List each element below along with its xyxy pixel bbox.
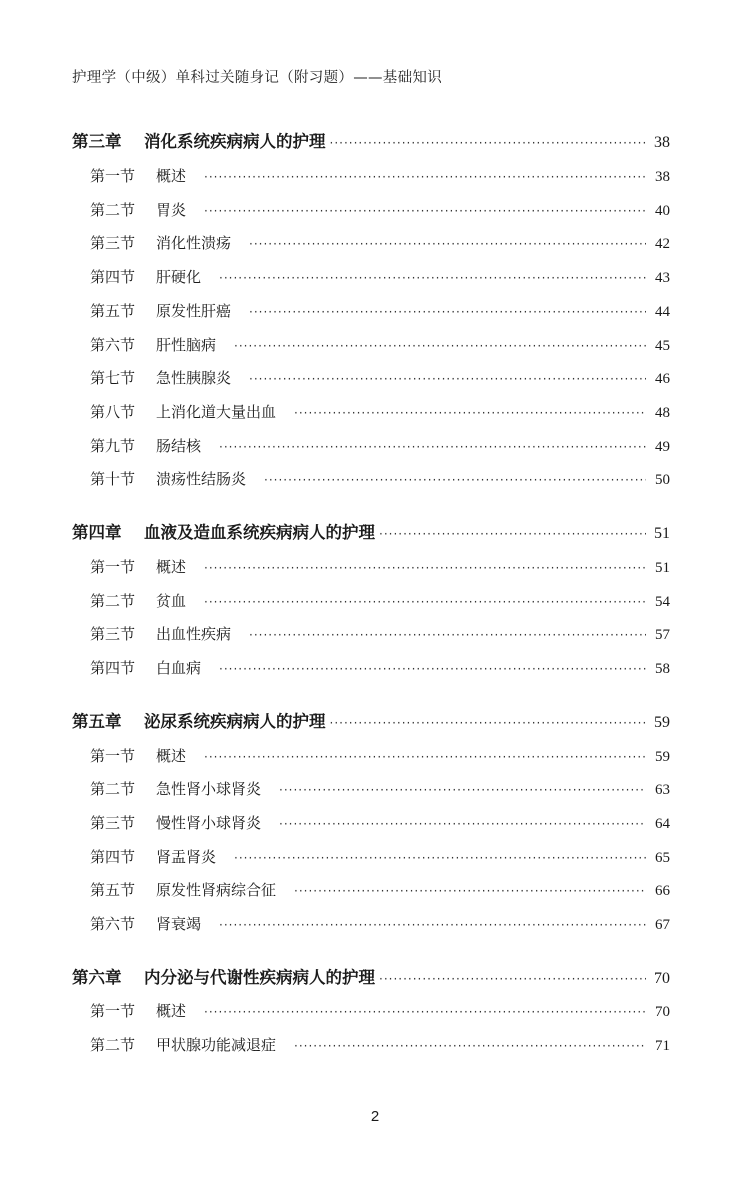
toc-section[interactable] — [72, 1034, 670, 1055]
section-page: 64 — [655, 816, 670, 832]
section-title: 上消化道大量出血 — [156, 403, 277, 421]
section-page: 44 — [655, 304, 670, 320]
section-number: 第三节 — [90, 625, 136, 643]
dot-leader — [249, 372, 646, 386]
dot-leader — [234, 851, 646, 865]
section-page: 51 — [655, 560, 670, 576]
chapter-page: 70 — [654, 970, 670, 987]
dot-leader — [249, 628, 646, 642]
section-number: 第一节 — [90, 558, 136, 576]
dot-leader — [219, 440, 646, 454]
section-number: 第七节 — [90, 369, 136, 387]
dot-leader — [294, 406, 646, 420]
section-title: 原发性肝癌 — [156, 302, 232, 320]
chapter-page: 59 — [654, 714, 670, 731]
dot-leader — [279, 817, 646, 831]
chapter-page: 51 — [654, 525, 670, 542]
section-page: 49 — [655, 439, 670, 455]
toc-section[interactable] — [72, 657, 670, 678]
section-title: 肠结核 — [156, 437, 202, 455]
toc-chapter-3[interactable] — [72, 128, 670, 152]
section-number: 第六节 — [90, 336, 136, 354]
toc-section[interactable] — [72, 266, 670, 287]
toc-section[interactable] — [72, 232, 670, 253]
section-page: 45 — [655, 338, 670, 354]
running-header: 护理学（中级）单科过关随身记（附习题）——基础知识 — [72, 70, 442, 86]
toc-section[interactable] — [72, 556, 670, 577]
section-title: 慢性肾小球肾炎 — [156, 814, 262, 832]
section-page: 54 — [655, 594, 670, 610]
toc-section[interactable] — [72, 300, 670, 321]
dot-leader — [330, 716, 647, 730]
section-number: 第一节 — [90, 167, 136, 185]
toc-chapter-6[interactable] — [72, 964, 670, 988]
section-number: 第四节 — [90, 848, 136, 866]
section-number: 第三节 — [90, 814, 136, 832]
section-title: 概述 — [156, 558, 187, 576]
section-page: 42 — [655, 236, 670, 252]
section-page: 57 — [655, 627, 670, 643]
section-title: 肝硬化 — [156, 268, 202, 286]
dot-leader — [204, 595, 646, 609]
toc-section[interactable] — [72, 367, 670, 388]
toc-section[interactable] — [72, 745, 670, 766]
section-title: 肝性脑病 — [156, 336, 217, 354]
section-number: 第一节 — [90, 1002, 136, 1020]
toc-section[interactable] — [72, 913, 670, 934]
section-page: 66 — [655, 883, 670, 899]
section-page: 38 — [655, 169, 670, 185]
toc-section[interactable] — [72, 590, 670, 611]
section-title: 溃疡性结肠炎 — [156, 470, 247, 488]
section-number: 第二节 — [90, 780, 136, 798]
toc-section[interactable] — [72, 435, 670, 456]
section-number: 第四节 — [90, 659, 136, 677]
toc-section[interactable] — [72, 846, 670, 867]
toc-section[interactable] — [72, 468, 670, 489]
dot-leader — [379, 527, 646, 541]
chapter-title: 泌尿系统疾病病人的护理 — [144, 712, 326, 731]
toc-section[interactable] — [72, 812, 670, 833]
section-title: 概述 — [156, 167, 187, 185]
section-page: 70 — [655, 1004, 670, 1020]
page-number: 2 — [370, 1108, 380, 1125]
section-page: 50 — [655, 472, 670, 488]
section-page: 58 — [655, 661, 670, 677]
section-title: 胃炎 — [156, 201, 187, 219]
section-title: 急性胰腺炎 — [156, 369, 232, 387]
toc-section[interactable] — [72, 199, 670, 220]
dot-leader — [264, 473, 646, 487]
section-title: 出血性疾病 — [156, 625, 232, 643]
dot-leader — [249, 237, 646, 251]
dot-leader — [249, 305, 646, 319]
toc-section[interactable] — [72, 334, 670, 355]
dot-leader — [219, 918, 646, 932]
section-number: 第三节 — [90, 234, 136, 252]
section-number: 第六节 — [90, 915, 136, 933]
chapter-number: 第四章 — [72, 523, 122, 542]
toc-section[interactable] — [72, 778, 670, 799]
dot-leader — [204, 750, 646, 764]
section-number: 第二节 — [90, 201, 136, 219]
section-title: 消化性溃疡 — [156, 234, 232, 252]
section-page: 63 — [655, 782, 670, 798]
section-title: 甲状腺功能减退症 — [156, 1036, 277, 1054]
section-page: 43 — [655, 270, 670, 286]
section-number: 第五节 — [90, 302, 136, 320]
section-number: 第二节 — [90, 592, 136, 610]
section-number: 第十节 — [90, 470, 136, 488]
dot-leader — [279, 783, 646, 797]
dot-leader — [204, 1005, 646, 1019]
section-page: 40 — [655, 203, 670, 219]
dot-leader — [330, 136, 647, 150]
section-page: 48 — [655, 405, 670, 421]
section-number: 第二节 — [90, 1036, 136, 1054]
section-number: 第九节 — [90, 437, 136, 455]
section-page: 46 — [655, 371, 670, 387]
section-title: 概述 — [156, 747, 187, 765]
toc-section[interactable] — [72, 165, 670, 186]
section-page: 71 — [655, 1038, 670, 1054]
toc-section[interactable] — [72, 401, 670, 422]
section-number: 第五节 — [90, 881, 136, 899]
section-page: 65 — [655, 850, 670, 866]
chapter-number: 第六章 — [72, 968, 122, 987]
section-title: 概述 — [156, 1002, 187, 1020]
chapter-title: 消化系统疾病病人的护理 — [144, 132, 326, 151]
chapter-title: 内分泌与代谢性疾病病人的护理 — [144, 968, 375, 987]
chapter-number: 第三章 — [72, 132, 122, 151]
chapter-page: 38 — [654, 134, 670, 151]
section-number: 第八节 — [90, 403, 136, 421]
section-title: 贫血 — [156, 592, 187, 610]
toc-section[interactable] — [72, 879, 670, 900]
dot-leader — [234, 339, 646, 353]
toc-chapter-5[interactable] — [72, 708, 670, 732]
dot-leader — [219, 662, 646, 676]
section-number: 第一节 — [90, 747, 136, 765]
section-page: 59 — [655, 749, 670, 765]
toc-section[interactable] — [72, 623, 670, 644]
section-page: 67 — [655, 917, 670, 933]
section-title: 白血病 — [156, 659, 202, 677]
chapter-title: 血液及造血系统疾病病人的护理 — [144, 523, 375, 542]
toc-chapter-4[interactable] — [72, 519, 670, 543]
toc-section[interactable] — [72, 1000, 670, 1021]
dot-leader — [379, 972, 646, 986]
section-number: 第四节 — [90, 268, 136, 286]
table-of-contents — [72, 0, 672, 1200]
chapter-number: 第五章 — [72, 712, 122, 731]
section-title: 原发性肾病综合征 — [156, 881, 277, 899]
dot-leader — [294, 1039, 646, 1053]
section-title: 肾盂肾炎 — [156, 848, 217, 866]
dot-leader — [204, 170, 646, 184]
dot-leader — [294, 884, 646, 898]
section-title: 急性肾小球肾炎 — [156, 780, 262, 798]
dot-leader — [204, 204, 646, 218]
dot-leader — [204, 561, 646, 575]
section-title: 肾衰竭 — [156, 915, 202, 933]
dot-leader — [219, 271, 646, 285]
